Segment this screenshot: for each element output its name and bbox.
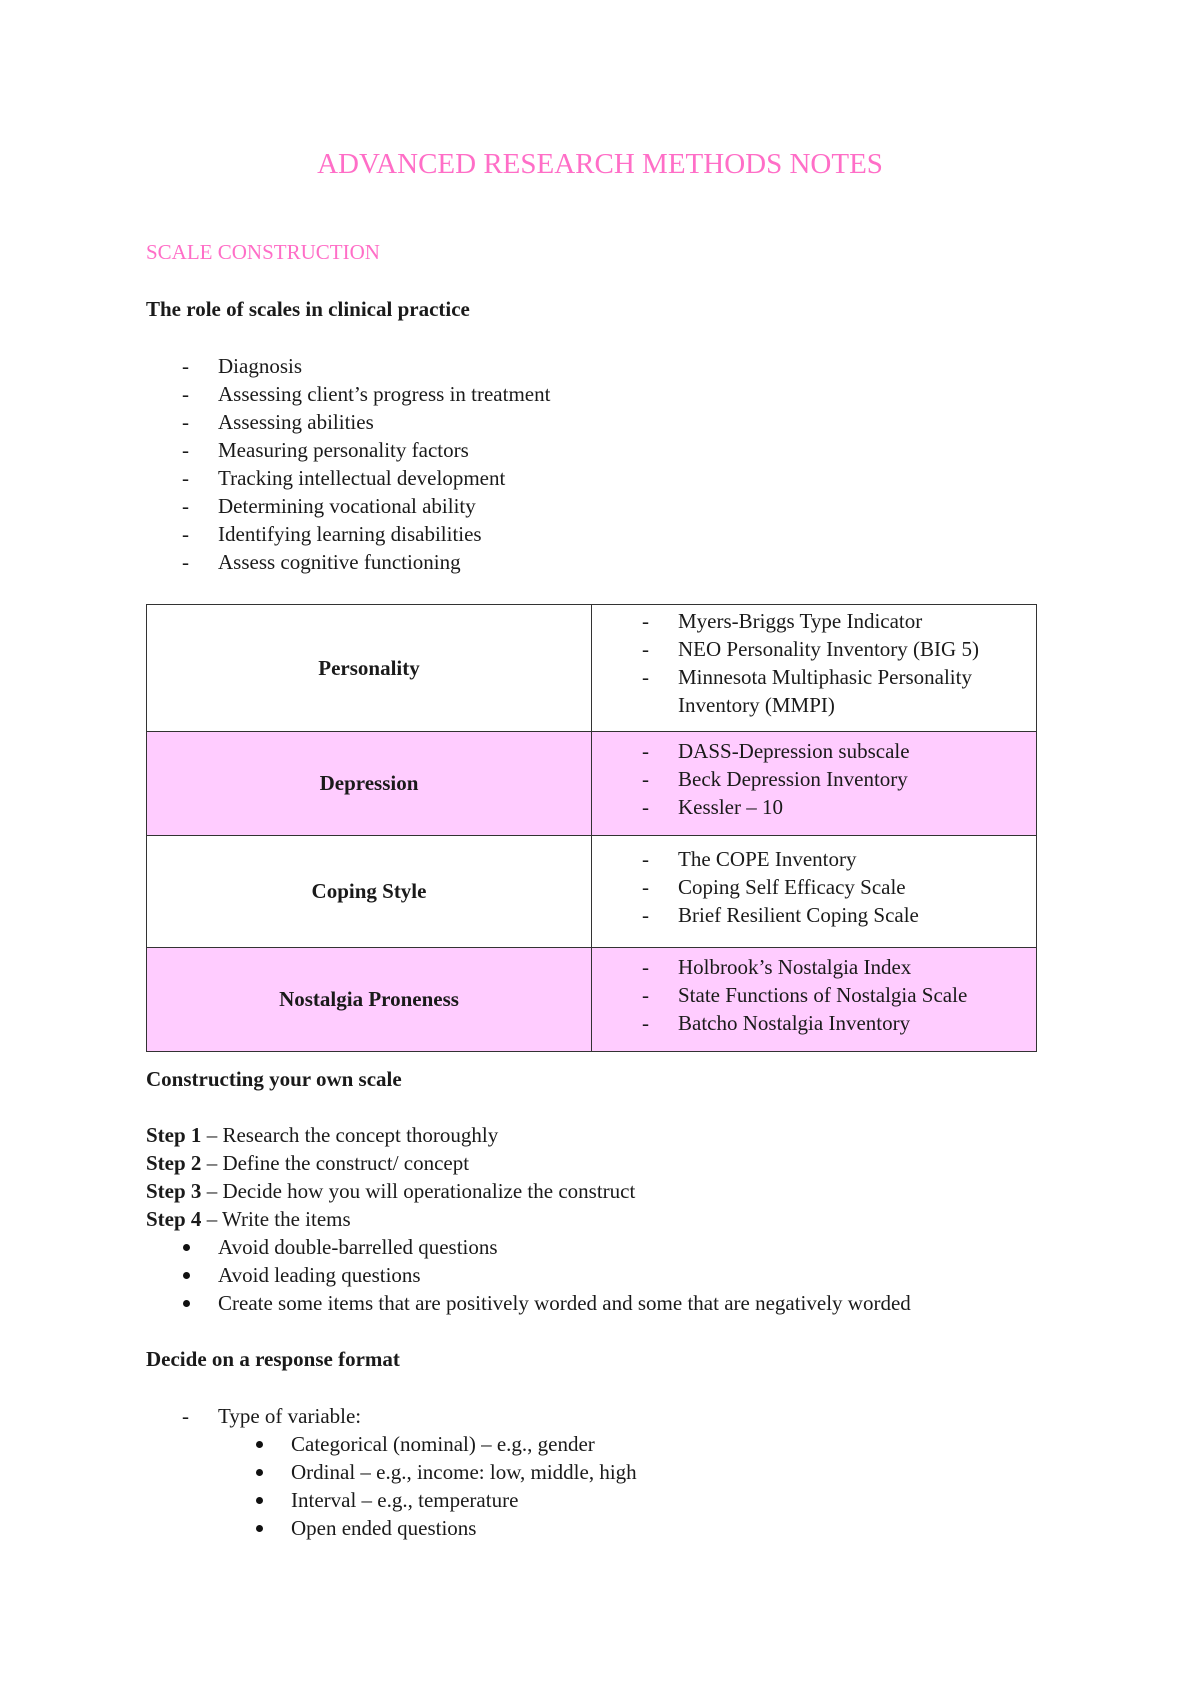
bullet-icon [256,1441,263,1448]
step-item: Step 1 – Research the concept thoroughly [146,1123,499,1147]
role-list [182,352,551,576]
list-item: Avoid double-barrelled questions [218,1233,911,1261]
variable-types-list [291,1430,637,1542]
table-row [147,732,1037,836]
table-items-cell [592,836,1037,948]
scales-table [146,604,1037,1052]
table-row [147,836,1037,948]
list-item: Open ended questions [291,1514,637,1542]
list-item: - Diagnosis [182,354,302,378]
steps-list [146,1121,635,1233]
list-item: - Determining vocational ability [182,494,476,518]
item-tips-list [218,1233,911,1317]
list-item: Create some items that are positively worded and some that are negatively worded [218,1289,911,1317]
section-heading: SCALE CONSTRUCTION [146,240,380,264]
bullet-icon [183,1272,190,1279]
list-item: - Type of variable: [182,1404,362,1428]
list-item: - Assessing abilities [182,410,374,434]
list-item: - Coping Self Efficacy Scale [642,874,906,899]
list-item: - DASS-Depression subscale [642,738,910,763]
table-items-cell [592,605,1037,732]
list-item: - Measuring personality factors [182,438,469,462]
bullet-icon [183,1244,190,1251]
table-items-cell [592,948,1037,1052]
step-item: Step 4 – Write the items [146,1207,351,1231]
list-item: - The COPE Inventory [642,846,857,871]
construct-heading: Constructing your own scale [146,1067,402,1091]
table-row [147,605,1037,732]
list-item: - Holbrook’s Nostalgia Index [642,954,912,979]
bullet-icon [256,1469,263,1476]
response-list [182,1402,362,1430]
list-item: - Assessing client’s progress in treatment [182,382,551,406]
table-category-cell: Nostalgia Proneness [147,948,592,1052]
list-item: Categorical (nominal) – e.g., gender [291,1430,637,1458]
table-row [147,948,1037,1052]
bullet-icon [256,1525,263,1532]
step-item: Step 2 – Define the construct/ concept [146,1151,470,1175]
document-title: ADVANCED RESEARCH METHODS NOTES [317,148,883,180]
response-heading: Decide on a response format [146,1347,400,1371]
list-item: - Kessler – 10 [642,794,783,819]
table-items-cell [592,732,1037,836]
list-item: - State Functions of Nostalgia Scale [642,982,968,1007]
list-item: - Tracking intellectual development [182,466,506,490]
list-item: Interval – e.g., temperature [291,1486,637,1514]
table-category-cell: Depression [147,732,592,836]
list-item: - Batcho Nostalgia Inventory [642,1010,911,1035]
table-category-cell: Personality [147,605,592,732]
list-item: - Myers-Briggs Type Indicator [642,609,923,633]
step-item: Step 3 – Decide how you will operationalize the construct [146,1179,636,1203]
role-heading: The role of scales in clinical practice [146,297,470,321]
bullet-icon [183,1300,190,1307]
list-item: - Beck Depression Inventory [642,766,908,791]
list-item: - Brief Resilient Coping Scale [642,902,919,927]
list-item: Ordinal – e.g., income: low, middle, high [291,1458,637,1486]
list-item: Avoid leading questions [218,1261,911,1289]
bullet-icon [256,1497,263,1504]
list-item: - Minnesota Multiphasic Personality Inventory (MMPI) [642,665,972,717]
list-item: - Assess cognitive functioning [182,550,461,574]
list-item: - NEO Personality Inventory (BIG 5) [642,637,979,661]
list-item: - Identifying learning disabilities [182,522,482,546]
table-category-cell: Coping Style [147,836,592,948]
